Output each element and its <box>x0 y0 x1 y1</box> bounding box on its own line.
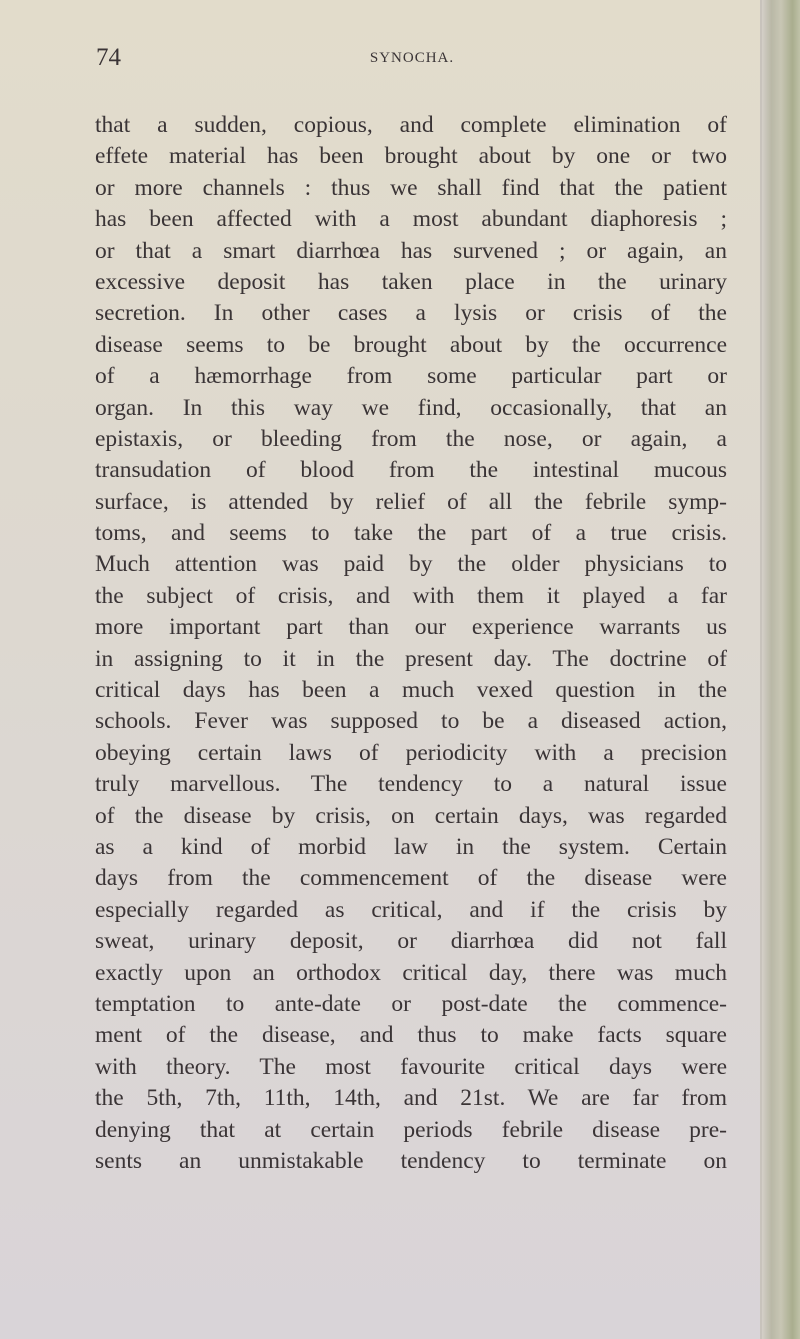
text-line: days from the commencement of the disease were <box>95 865 727 892</box>
text-line: or more channels : thus we shall find that the patient <box>95 174 727 201</box>
page-header <box>96 44 728 74</box>
text-line: secretion. In other cases a lysis or crisis of the <box>95 300 727 327</box>
text-line: epistaxis, or bleeding from the nose, or again, a <box>95 425 727 452</box>
text-line: truly marvellous. The tendency to a natural issue <box>95 771 727 798</box>
text-line: in assigning to it in the present day. The doctrine of <box>95 645 727 672</box>
text-line: the subject of crisis, and with them it played a far <box>95 582 727 609</box>
text-line: temptation to ante-date or post-date the commence- <box>95 990 727 1017</box>
text-line: Much attention was paid by the older physicians to <box>95 551 727 578</box>
text-line: of a hæmorrhage from some particular part or <box>95 363 727 390</box>
text-line: sents an unmistakable tendency to terminate on <box>95 1147 727 1174</box>
text-line: denying that at certain periods febrile disease pre- <box>95 1116 727 1143</box>
text-line: organ. In this way we find, occasionally, that an <box>95 394 727 421</box>
text-line: with theory. The most favourite critical days were <box>95 1053 727 1080</box>
body-text <box>95 110 727 1177</box>
text-line: excessive deposit has taken place in the urinary <box>95 268 727 295</box>
text-line: ment of the disease, and thus to make facts square <box>95 1022 727 1049</box>
text-line: exactly upon an orthodox critical day, there was much <box>95 959 727 986</box>
page-number: 74 <box>96 44 121 71</box>
running-title: SYNOCHA. <box>369 50 455 66</box>
text-line: disease seems to be brought about by the occurrence <box>95 331 727 358</box>
book-edge <box>762 0 800 1339</box>
text-line: as a kind of morbid law in the system. Certain <box>95 833 727 860</box>
text-line: critical days has been a much vexed question in the <box>95 677 727 704</box>
text-line: schools. Fever was supposed to be a diseased action, <box>95 708 727 735</box>
text-line: effete material has been brought about by one or two <box>95 143 727 170</box>
text-line: of the disease by crisis, on certain days, was regarded <box>95 802 727 829</box>
text-line: that a sudden, copious, and complete elimination of <box>95 112 727 138</box>
text-line: toms, and seems to take the part of a true crisis. <box>95 520 727 547</box>
text-line: or that a smart diarrhœa has survened ; or again, an <box>95 237 727 264</box>
text-line: transudation of blood from the intestinal mucous <box>95 457 727 484</box>
text-line: surface, is attended by relief of all the febrile symp- <box>95 488 727 515</box>
text-line: the 5th, 7th, 11th, 14th, and 21st. We are far from <box>95 1085 727 1112</box>
text-line: obeying certain laws of periodicity with a precision <box>95 739 727 766</box>
text-line: has been affected with a most abundant diaphoresis ; <box>95 206 727 233</box>
text-line: more important part than our experience warrants us <box>95 614 727 641</box>
text-line: especially regarded as critical, and if the crisis by <box>95 896 727 923</box>
text-line: sweat, urinary deposit, or diarrhœa did not fall <box>95 928 727 955</box>
